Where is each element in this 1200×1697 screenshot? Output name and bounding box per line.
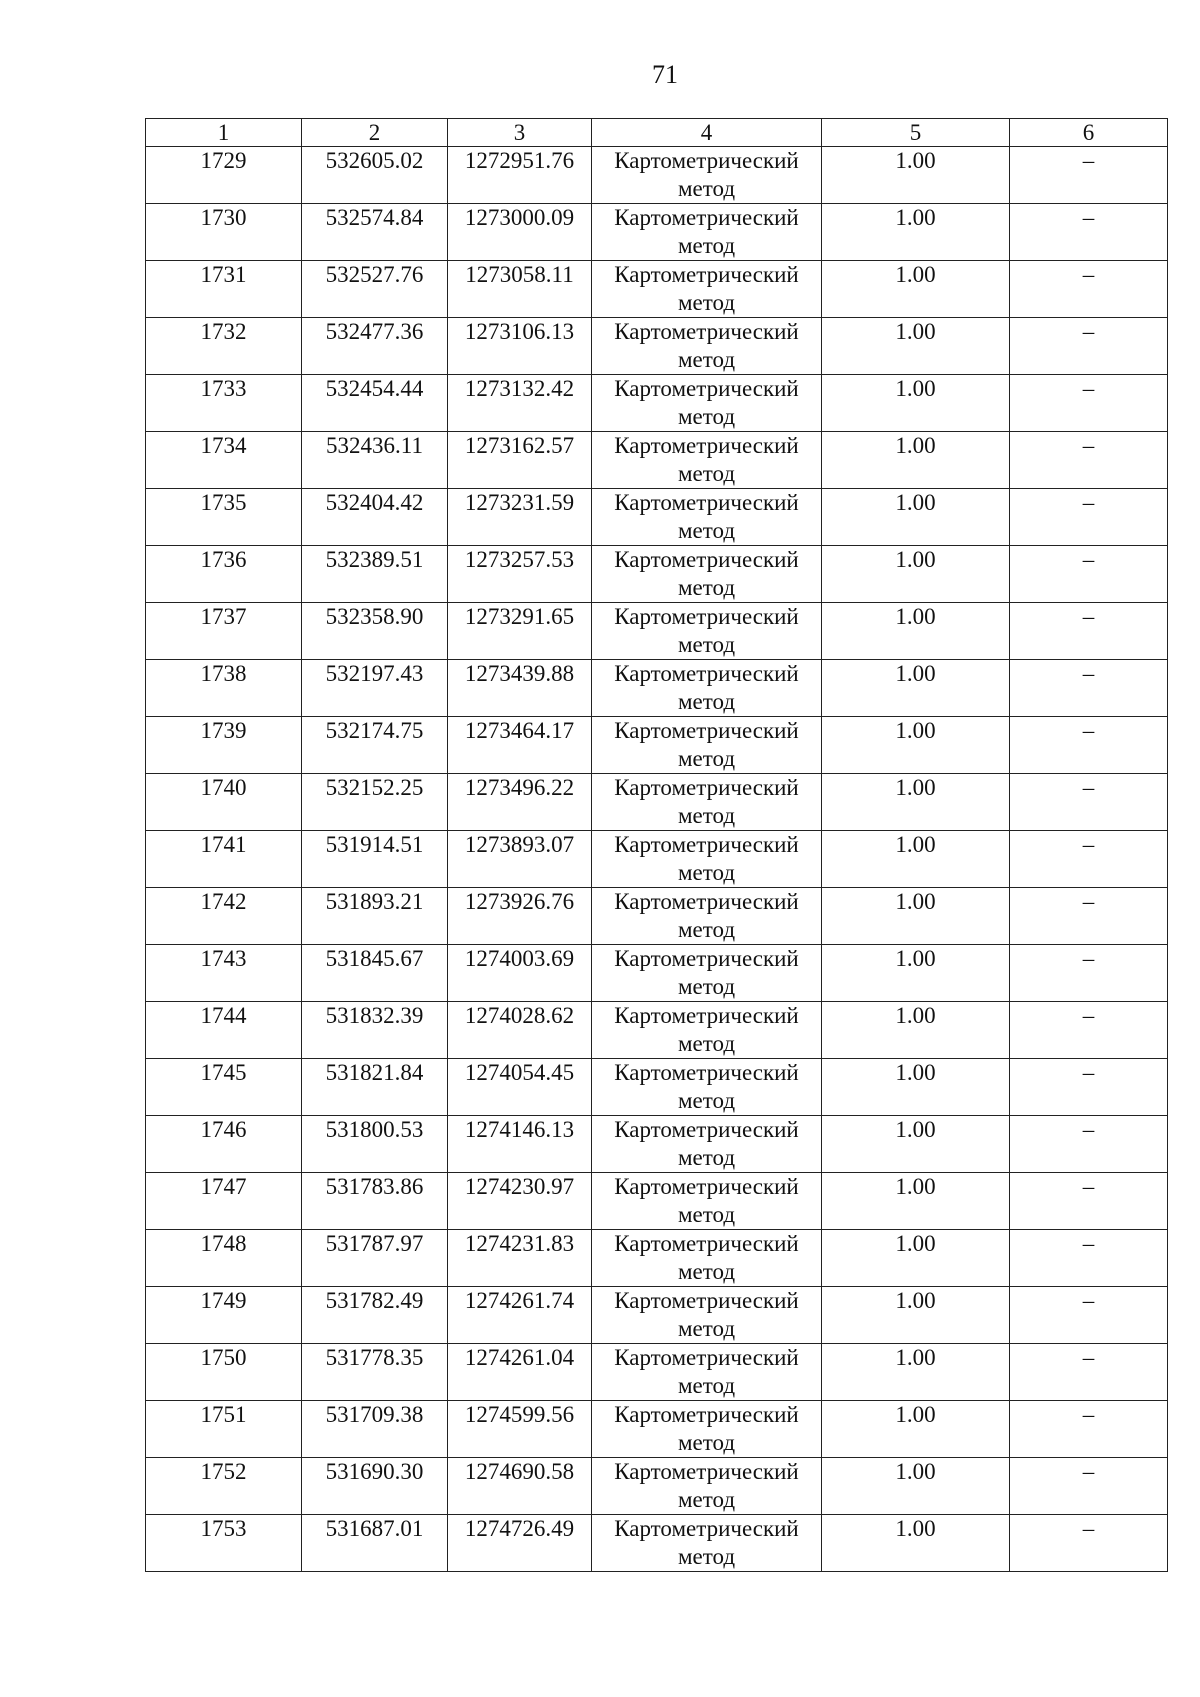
accuracy-cell: 1.00: [822, 603, 1010, 660]
method-cell: [592, 1458, 822, 1515]
table-row: [146, 888, 1168, 945]
method-cell: [592, 1515, 822, 1572]
method-line-1: Картометрический: [614, 376, 799, 401]
table-body: [146, 147, 1168, 1572]
method-cell: [592, 318, 822, 375]
x-coordinate-cell: 532389.51: [302, 546, 448, 603]
accuracy-cell: 1.00: [822, 1173, 1010, 1230]
table-row: [146, 147, 1168, 204]
y-coordinate-cell: 1273926.76: [448, 888, 592, 945]
method-cell: [592, 717, 822, 774]
method-cell: [592, 546, 822, 603]
method-line-2: метод: [677, 1430, 736, 1455]
method-line-1: Картометрический: [614, 1516, 799, 1541]
point-number-cell: 1748: [146, 1230, 302, 1287]
y-coordinate-cell: 1274599.56: [448, 1401, 592, 1458]
point-number-cell: 1735: [146, 489, 302, 546]
table-row: [146, 660, 1168, 717]
table-header: [146, 119, 1168, 147]
method-cell: [592, 1059, 822, 1116]
point-number-cell: 1751: [146, 1401, 302, 1458]
x-coordinate-cell: 531914.51: [302, 831, 448, 888]
x-coordinate-cell: 532574.84: [302, 204, 448, 261]
note-cell: –: [1010, 1059, 1168, 1116]
accuracy-cell: 1.00: [822, 1287, 1010, 1344]
table-row: [146, 261, 1168, 318]
method-line-2: метод: [677, 746, 736, 771]
y-coordinate-cell: 1273058.11: [448, 261, 592, 318]
accuracy-cell: 1.00: [822, 204, 1010, 261]
table-row: [146, 318, 1168, 375]
point-number-cell: 1750: [146, 1344, 302, 1401]
method-line-1: Картометрический: [614, 319, 799, 344]
header-row: [146, 119, 1168, 147]
method-cell: [592, 261, 822, 318]
accuracy-cell: 1.00: [822, 1230, 1010, 1287]
column-header: 2: [302, 119, 448, 147]
method-line-2: метод: [677, 689, 736, 714]
y-coordinate-cell: 1273257.53: [448, 546, 592, 603]
method-line-2: метод: [677, 860, 736, 885]
table-row: [146, 1458, 1168, 1515]
accuracy-cell: 1.00: [822, 660, 1010, 717]
note-cell: –: [1010, 432, 1168, 489]
method-line-2: метод: [677, 347, 736, 372]
accuracy-cell: 1.00: [822, 888, 1010, 945]
y-coordinate-cell: 1274028.62: [448, 1002, 592, 1059]
method-line-2: метод: [677, 176, 736, 201]
accuracy-cell: 1.00: [822, 1401, 1010, 1458]
x-coordinate-cell: 531778.35: [302, 1344, 448, 1401]
page-number: 71: [652, 60, 678, 89]
method-cell: [592, 1173, 822, 1230]
accuracy-cell: 1.00: [822, 945, 1010, 1002]
coordinates-table: [145, 118, 1168, 1572]
method-line-1: Картометрический: [614, 604, 799, 629]
method-line-1: Картометрический: [614, 775, 799, 800]
table-row: [146, 546, 1168, 603]
method-line-2: метод: [677, 1202, 736, 1227]
note-cell: –: [1010, 1515, 1168, 1572]
point-number-cell: 1732: [146, 318, 302, 375]
x-coordinate-cell: 531783.86: [302, 1173, 448, 1230]
table-row: [146, 432, 1168, 489]
x-coordinate-cell: 532477.36: [302, 318, 448, 375]
point-number-cell: 1741: [146, 831, 302, 888]
note-cell: –: [1010, 546, 1168, 603]
note-cell: –: [1010, 1230, 1168, 1287]
point-number-cell: 1731: [146, 261, 302, 318]
accuracy-cell: 1.00: [822, 147, 1010, 204]
table-row: [146, 774, 1168, 831]
note-cell: –: [1010, 375, 1168, 432]
table-row: [146, 1002, 1168, 1059]
x-coordinate-cell: 531821.84: [302, 1059, 448, 1116]
method-line-2: метод: [677, 632, 736, 657]
method-cell: [592, 888, 822, 945]
method-line-2: метод: [677, 1259, 736, 1284]
method-cell: [592, 774, 822, 831]
method-line-1: Картометрический: [614, 946, 799, 971]
table-row: [146, 204, 1168, 261]
method-cell: [592, 375, 822, 432]
x-coordinate-cell: 532174.75: [302, 717, 448, 774]
point-number-cell: 1747: [146, 1173, 302, 1230]
table-row: [146, 1116, 1168, 1173]
point-number-cell: 1729: [146, 147, 302, 204]
accuracy-cell: 1.00: [822, 489, 1010, 546]
method-line-2: метод: [677, 1145, 736, 1170]
y-coordinate-cell: 1274054.45: [448, 1059, 592, 1116]
note-cell: –: [1010, 1002, 1168, 1059]
accuracy-cell: 1.00: [822, 432, 1010, 489]
accuracy-cell: 1.00: [822, 1059, 1010, 1116]
method-cell: [592, 831, 822, 888]
method-cell: [592, 1287, 822, 1344]
note-cell: –: [1010, 831, 1168, 888]
x-coordinate-cell: 531893.21: [302, 888, 448, 945]
x-coordinate-cell: 532527.76: [302, 261, 448, 318]
y-coordinate-cell: 1274261.74: [448, 1287, 592, 1344]
method-cell: [592, 204, 822, 261]
table-row: [146, 375, 1168, 432]
note-cell: –: [1010, 1344, 1168, 1401]
y-coordinate-cell: 1274146.13: [448, 1116, 592, 1173]
note-cell: –: [1010, 1401, 1168, 1458]
method-line-2: метод: [677, 1088, 736, 1113]
point-number-cell: 1738: [146, 660, 302, 717]
method-line-2: метод: [677, 1373, 736, 1398]
method-line-1: Картометрический: [614, 262, 799, 287]
accuracy-cell: 1.00: [822, 318, 1010, 375]
point-number-cell: 1734: [146, 432, 302, 489]
x-coordinate-cell: 531687.01: [302, 1515, 448, 1572]
method-cell: [592, 489, 822, 546]
x-coordinate-cell: 531787.97: [302, 1230, 448, 1287]
x-coordinate-cell: 531709.38: [302, 1401, 448, 1458]
column-header: 6: [1010, 119, 1168, 147]
x-coordinate-cell: 531832.39: [302, 1002, 448, 1059]
column-header: 3: [448, 119, 592, 147]
method-line-1: Картометрический: [614, 1060, 799, 1085]
note-cell: –: [1010, 318, 1168, 375]
method-line-1: Картометрический: [614, 433, 799, 458]
method-line-1: Картометрический: [614, 832, 799, 857]
method-line-2: метод: [677, 1487, 736, 1512]
method-cell: [592, 603, 822, 660]
note-cell: –: [1010, 603, 1168, 660]
accuracy-cell: 1.00: [822, 261, 1010, 318]
table-row: [146, 603, 1168, 660]
x-coordinate-cell: 532454.44: [302, 375, 448, 432]
x-coordinate-cell: 531845.67: [302, 945, 448, 1002]
point-number-cell: 1733: [146, 375, 302, 432]
y-coordinate-cell: 1274230.97: [448, 1173, 592, 1230]
point-number-cell: 1742: [146, 888, 302, 945]
x-coordinate-cell: 532404.42: [302, 489, 448, 546]
note-cell: –: [1010, 1458, 1168, 1515]
point-number-cell: 1752: [146, 1458, 302, 1515]
note-cell: –: [1010, 660, 1168, 717]
method-line-1: Картометрический: [614, 547, 799, 572]
table-row: [146, 831, 1168, 888]
method-cell: [592, 147, 822, 204]
method-cell: [592, 1344, 822, 1401]
x-coordinate-cell: 532152.25: [302, 774, 448, 831]
y-coordinate-cell: 1273106.13: [448, 318, 592, 375]
accuracy-cell: 1.00: [822, 1344, 1010, 1401]
method-line-1: Картометрический: [614, 148, 799, 173]
method-line-1: Картометрический: [614, 1402, 799, 1427]
y-coordinate-cell: 1274690.58: [448, 1458, 592, 1515]
y-coordinate-cell: 1273231.59: [448, 489, 592, 546]
method-cell: [592, 1002, 822, 1059]
method-line-2: метод: [677, 1031, 736, 1056]
accuracy-cell: 1.00: [822, 1515, 1010, 1572]
y-coordinate-cell: 1273000.09: [448, 204, 592, 261]
x-coordinate-cell: 531690.30: [302, 1458, 448, 1515]
y-coordinate-cell: 1273439.88: [448, 660, 592, 717]
y-coordinate-cell: 1273291.65: [448, 603, 592, 660]
table-row: [146, 1173, 1168, 1230]
note-cell: –: [1010, 888, 1168, 945]
table-row: [146, 1344, 1168, 1401]
point-number-cell: 1737: [146, 603, 302, 660]
point-number-cell: 1740: [146, 774, 302, 831]
method-line-2: метод: [677, 1316, 736, 1341]
y-coordinate-cell: 1272951.76: [448, 147, 592, 204]
method-line-2: метод: [677, 404, 736, 429]
y-coordinate-cell: 1274726.49: [448, 1515, 592, 1572]
table-row: [146, 1401, 1168, 1458]
y-coordinate-cell: 1273496.22: [448, 774, 592, 831]
table-row: [146, 1230, 1168, 1287]
note-cell: –: [1010, 1116, 1168, 1173]
column-header: 5: [822, 119, 1010, 147]
note-cell: –: [1010, 261, 1168, 318]
x-coordinate-cell: 532605.02: [302, 147, 448, 204]
note-cell: –: [1010, 774, 1168, 831]
y-coordinate-cell: 1274261.04: [448, 1344, 592, 1401]
table-row: [146, 1059, 1168, 1116]
note-cell: –: [1010, 204, 1168, 261]
point-number-cell: 1749: [146, 1287, 302, 1344]
method-line-2: метод: [677, 233, 736, 258]
point-number-cell: 1739: [146, 717, 302, 774]
x-coordinate-cell: 531782.49: [302, 1287, 448, 1344]
table-row: [146, 1287, 1168, 1344]
method-line-1: Картометрический: [614, 1174, 799, 1199]
method-line-1: Картометрический: [614, 1003, 799, 1028]
column-header: 4: [592, 119, 822, 147]
method-cell: [592, 1116, 822, 1173]
method-line-2: метод: [677, 917, 736, 942]
x-coordinate-cell: 532436.11: [302, 432, 448, 489]
point-number-cell: 1743: [146, 945, 302, 1002]
table-row: [146, 489, 1168, 546]
note-cell: –: [1010, 489, 1168, 546]
point-number-cell: 1730: [146, 204, 302, 261]
note-cell: –: [1010, 717, 1168, 774]
y-coordinate-cell: 1274231.83: [448, 1230, 592, 1287]
x-coordinate-cell: 532358.90: [302, 603, 448, 660]
accuracy-cell: 1.00: [822, 1458, 1010, 1515]
point-number-cell: 1745: [146, 1059, 302, 1116]
method-line-2: метод: [677, 290, 736, 315]
y-coordinate-cell: 1273132.42: [448, 375, 592, 432]
method-cell: [592, 1230, 822, 1287]
method-line-1: Картометрический: [614, 490, 799, 515]
y-coordinate-cell: 1274003.69: [448, 945, 592, 1002]
method-line-2: метод: [677, 974, 736, 999]
method-line-2: метод: [677, 518, 736, 543]
table-row: [146, 717, 1168, 774]
method-line-2: метод: [677, 803, 736, 828]
table-row: [146, 1515, 1168, 1572]
method-line-1: Картометрический: [614, 205, 799, 230]
method-line-1: Картометрический: [614, 1459, 799, 1484]
y-coordinate-cell: 1273162.57: [448, 432, 592, 489]
point-number-cell: 1746: [146, 1116, 302, 1173]
accuracy-cell: 1.00: [822, 1002, 1010, 1059]
method-cell: [592, 1401, 822, 1458]
y-coordinate-cell: 1273464.17: [448, 717, 592, 774]
accuracy-cell: 1.00: [822, 1116, 1010, 1173]
method-line-1: Картометрический: [614, 718, 799, 743]
x-coordinate-cell: 531800.53: [302, 1116, 448, 1173]
accuracy-cell: 1.00: [822, 831, 1010, 888]
accuracy-cell: 1.00: [822, 546, 1010, 603]
method-line-2: метод: [677, 575, 736, 600]
method-line-1: Картометрический: [614, 1117, 799, 1142]
method-line-1: Картометрический: [614, 1231, 799, 1256]
method-line-2: метод: [677, 1544, 736, 1569]
note-cell: –: [1010, 945, 1168, 1002]
method-line-1: Картометрический: [614, 1345, 799, 1370]
note-cell: –: [1010, 1173, 1168, 1230]
table-row: [146, 945, 1168, 1002]
note-cell: –: [1010, 1287, 1168, 1344]
method-line-2: метод: [677, 461, 736, 486]
method-cell: [592, 660, 822, 717]
point-number-cell: 1736: [146, 546, 302, 603]
accuracy-cell: 1.00: [822, 717, 1010, 774]
point-number-cell: 1744: [146, 1002, 302, 1059]
method-line-1: Картометрический: [614, 1288, 799, 1313]
y-coordinate-cell: 1273893.07: [448, 831, 592, 888]
column-header: 1: [146, 119, 302, 147]
accuracy-cell: 1.00: [822, 375, 1010, 432]
accuracy-cell: 1.00: [822, 774, 1010, 831]
note-cell: –: [1010, 147, 1168, 204]
method-line-1: Картометрический: [614, 889, 799, 914]
x-coordinate-cell: 532197.43: [302, 660, 448, 717]
method-cell: [592, 945, 822, 1002]
method-line-1: Картометрический: [614, 661, 799, 686]
point-number-cell: 1753: [146, 1515, 302, 1572]
method-cell: [592, 432, 822, 489]
